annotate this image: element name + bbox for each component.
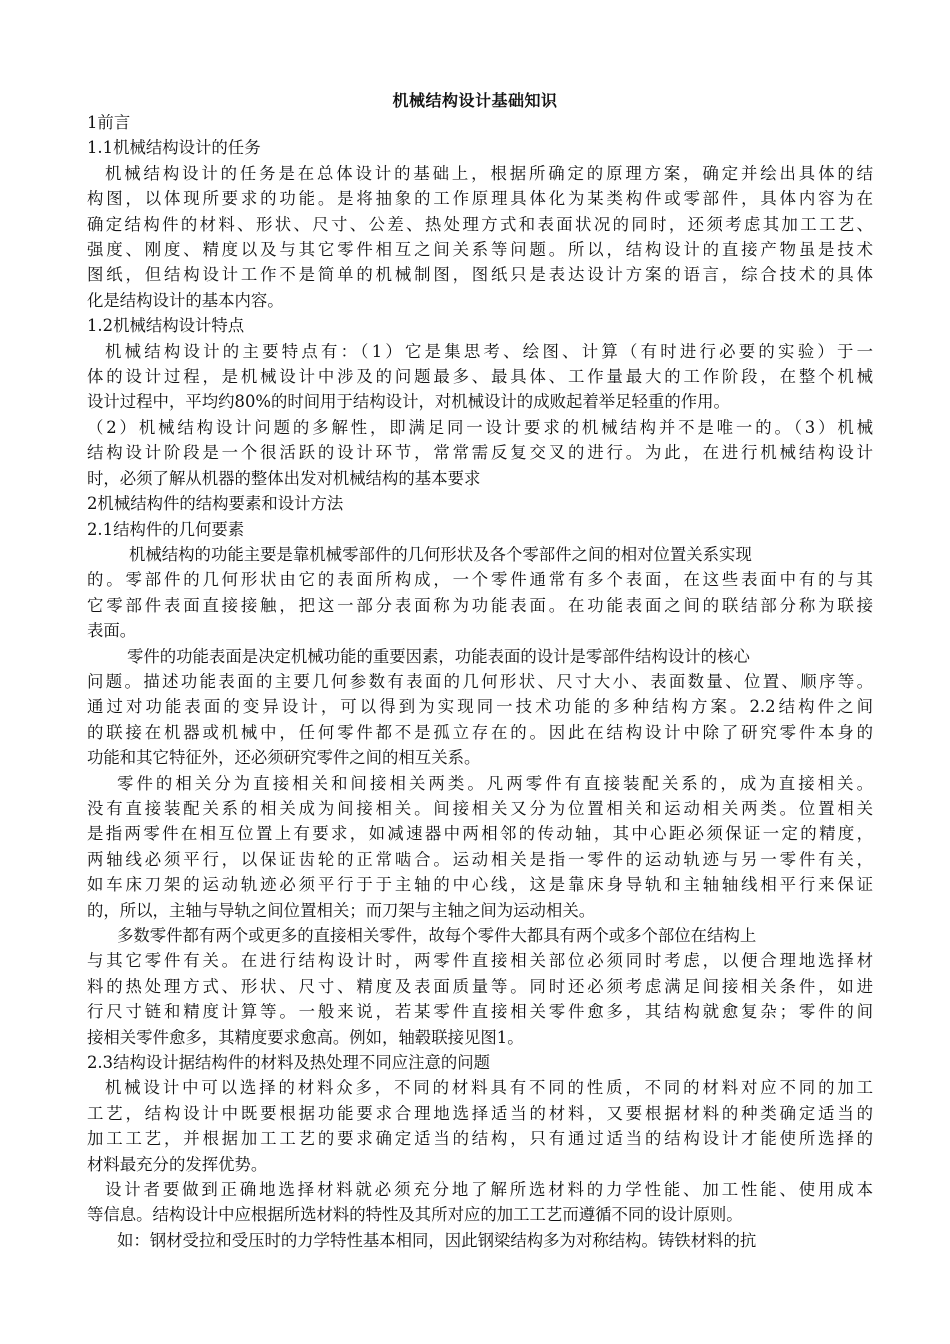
paragraph-line: 它零部件表面直接接触，把这一部分表面称为功能表面。在功能表面之间的联结部分称为联接 xyxy=(87,595,873,615)
paragraph-line: 没有直接装配关系的相关成为间接相关。间接相关又分为位置相关和运动相关两类。位置相关 xyxy=(87,798,873,818)
paragraph-line: 零件的相关分为直接相关和间接相关两类。凡两零件有直接装配关系的，成为直接相关。 xyxy=(117,773,873,793)
section-heading: 2机械结构件的结构要素和设计方法 xyxy=(87,494,344,514)
paragraph-line: 机械结构的功能主要是靠机械零部件的几何形状及各个零部件之间的相对位置关系实现 xyxy=(129,544,752,564)
paragraph-line: 两轴线必须平行，以保证齿轮的正常啮合。运动相关是指一零件的运动轨迹与另一零件有关， xyxy=(87,849,873,869)
paragraph-line: 图纸，但结构设计工作不是简单的机械制图，图纸只是表达设计方案的语言，综合技术的具体 xyxy=(87,265,873,285)
paragraph-line: 料的热处理方式、形状、尺寸、精度及表面质量等。同时还必须考虑满足间接相关条件，如进 xyxy=(87,976,873,996)
paragraph-line: （2）机械结构设计问题的多解性，即满足同一设计要求的机械结构并不是唯一的。（3）机械 xyxy=(87,417,873,437)
paragraph-line: 机械结构设计的任务是在总体设计的基础上，根据所确定的原理方案，确定并绘出具体的结 xyxy=(105,163,873,183)
paragraph-line: 工艺，结构设计中既要根据功能要求合理地选择适当的材料，又要根据材料的种类确定适当的 xyxy=(87,1103,873,1123)
paragraph-line: 时，必须了解从机器的整体出发对机械结构的基本要求 xyxy=(87,468,481,488)
paragraph-line: 机械设计中可以选择的材料众多，不同的材料具有不同的性质，不同的材料对应不同的加工 xyxy=(105,1078,873,1098)
paragraph-line: 零件的功能表面是决定机械功能的重要因素，功能表面的设计是零部件结构设计的核心 xyxy=(127,646,750,666)
paragraph-line: 的。零部件的几何形状由它的表面所构成，一个零件通常有多个表面，在这些表面中有的与其 xyxy=(87,570,873,590)
paragraph-line: 接相关零件愈多，其精度要求愈高。例如，轴毂联接见图1。 xyxy=(87,1027,524,1047)
paragraph-line: 的联接在机器或机械中，任何零件都不是孤立存在的。因此在结构设计中除了研究零件本身的 xyxy=(87,722,873,742)
paragraph-line: 材料最充分的发挥优势。 xyxy=(87,1154,268,1174)
paragraph-line: 加工工艺，并根据加工工艺的要求确定适当的结构，只有通过适当的结构设计才能使所选择的 xyxy=(87,1129,873,1149)
paragraph-line: 设计者要做到正确地选择材料就必须充分地了解所选材料的力学性能、加工性能、使用成本 xyxy=(105,1180,873,1200)
paragraph-line: 行尺寸链和精度计算等。一般来说，若某零件直接相关零件愈多，其结构就愈复杂；零件的间 xyxy=(87,1002,873,1022)
paragraph-line: 体的设计过程，是机械设计中涉及的问题最多、最具体、工作量最大的工作阶段，在整个机械 xyxy=(87,367,873,387)
section-heading: 1前言 xyxy=(87,113,131,132)
paragraph-line: 的，所以，主轴与导轨之间位置相关；而刀架与主轴之间为运动相关。 xyxy=(87,900,596,920)
paragraph-line: 功能和其它特征外，还必须研究零件之间的相互关系。 xyxy=(87,748,481,768)
paragraph-line: 是指两零件在相互位置上有要求，如减速器中两相邻的传动轴，其中心距必须保证一定的精度， xyxy=(87,824,873,844)
paragraph-line: 与其它零件有关。在进行结构设计时，两零件直接相关部位必须同时考虑，以便合理地选择材 xyxy=(87,951,873,971)
paragraph-line: 通过对功能表面的变异设计，可以得到为实现同一技术功能的多种结构方案。2.2结构件之间 xyxy=(87,697,873,717)
paragraph-line: 如车床刀架的运动轨迹必须平行于于主轴的中心线，这是靠床身导轨和主轴轴线相平行来保证 xyxy=(87,875,873,895)
document-body xyxy=(87,110,873,1253)
document-title: 机械结构设计基础知识 xyxy=(392,91,558,110)
subsection-heading: 2.3结构设计据结构件的材料及热处理不同应注意的问题 xyxy=(87,1053,491,1073)
paragraph-line: 强度、刚度、精度以及与其它零件相互之间关系等问题。所以，结构设计的直接产物虽是技术 xyxy=(87,240,873,260)
subsection-heading: 1.1机械结构设计的任务 xyxy=(87,138,261,158)
paragraph-line: 确定结构件的材料、形状、尺寸、公差、热处理方式和表面状况的同时，还须考虑其加工工艺、 xyxy=(87,214,873,234)
paragraph-line: 多数零件都有两个或更多的直接相关零件，故每个零件大都具有两个或多个部位在结构上 xyxy=(117,926,757,945)
paragraph-line: 结构设计阶段是一个很活跃的设计环节，常常需反复交叉的进行。为此，在进行机械结构设计 xyxy=(87,443,873,463)
paragraph-line: 如：钢材受拉和受压时的力学特性基本相同，因此钢梁结构多为对称结构。铸铁材料的抗 xyxy=(117,1230,757,1250)
paragraph-line: 化是结构设计的基本内容。 xyxy=(87,290,284,310)
paragraph-line: 构图，以体现所要求的功能。是将抽象的工作原理具体化为某类构件或零部件，具体内容为在 xyxy=(87,189,873,209)
subsection-heading: 2.1结构件的几何要素 xyxy=(87,519,245,539)
paragraph-line: 设计过程中，平均约80%的时间用于结构设计，对机械设计的成败起着举足轻重的作用。 xyxy=(87,392,730,412)
paragraph-line: 问题。描述功能表面的主要几何参数有表面的几何形状、尺寸大小、表面数量、位置、顺序等。 xyxy=(87,671,873,691)
subsection-heading: 1.2机械结构设计特点 xyxy=(87,316,245,336)
paragraph-line: 机械结构设计的主要特点有：（1）它是集思考、绘图、计算（有时进行必要的实验）于一 xyxy=(105,341,873,361)
paragraph-line: 等信息。结构设计中应根据所选材料的特性及其所对应的加工工艺而遵循不同的设计原则。 xyxy=(87,1205,743,1225)
paragraph-line: 表面。 xyxy=(87,621,137,641)
